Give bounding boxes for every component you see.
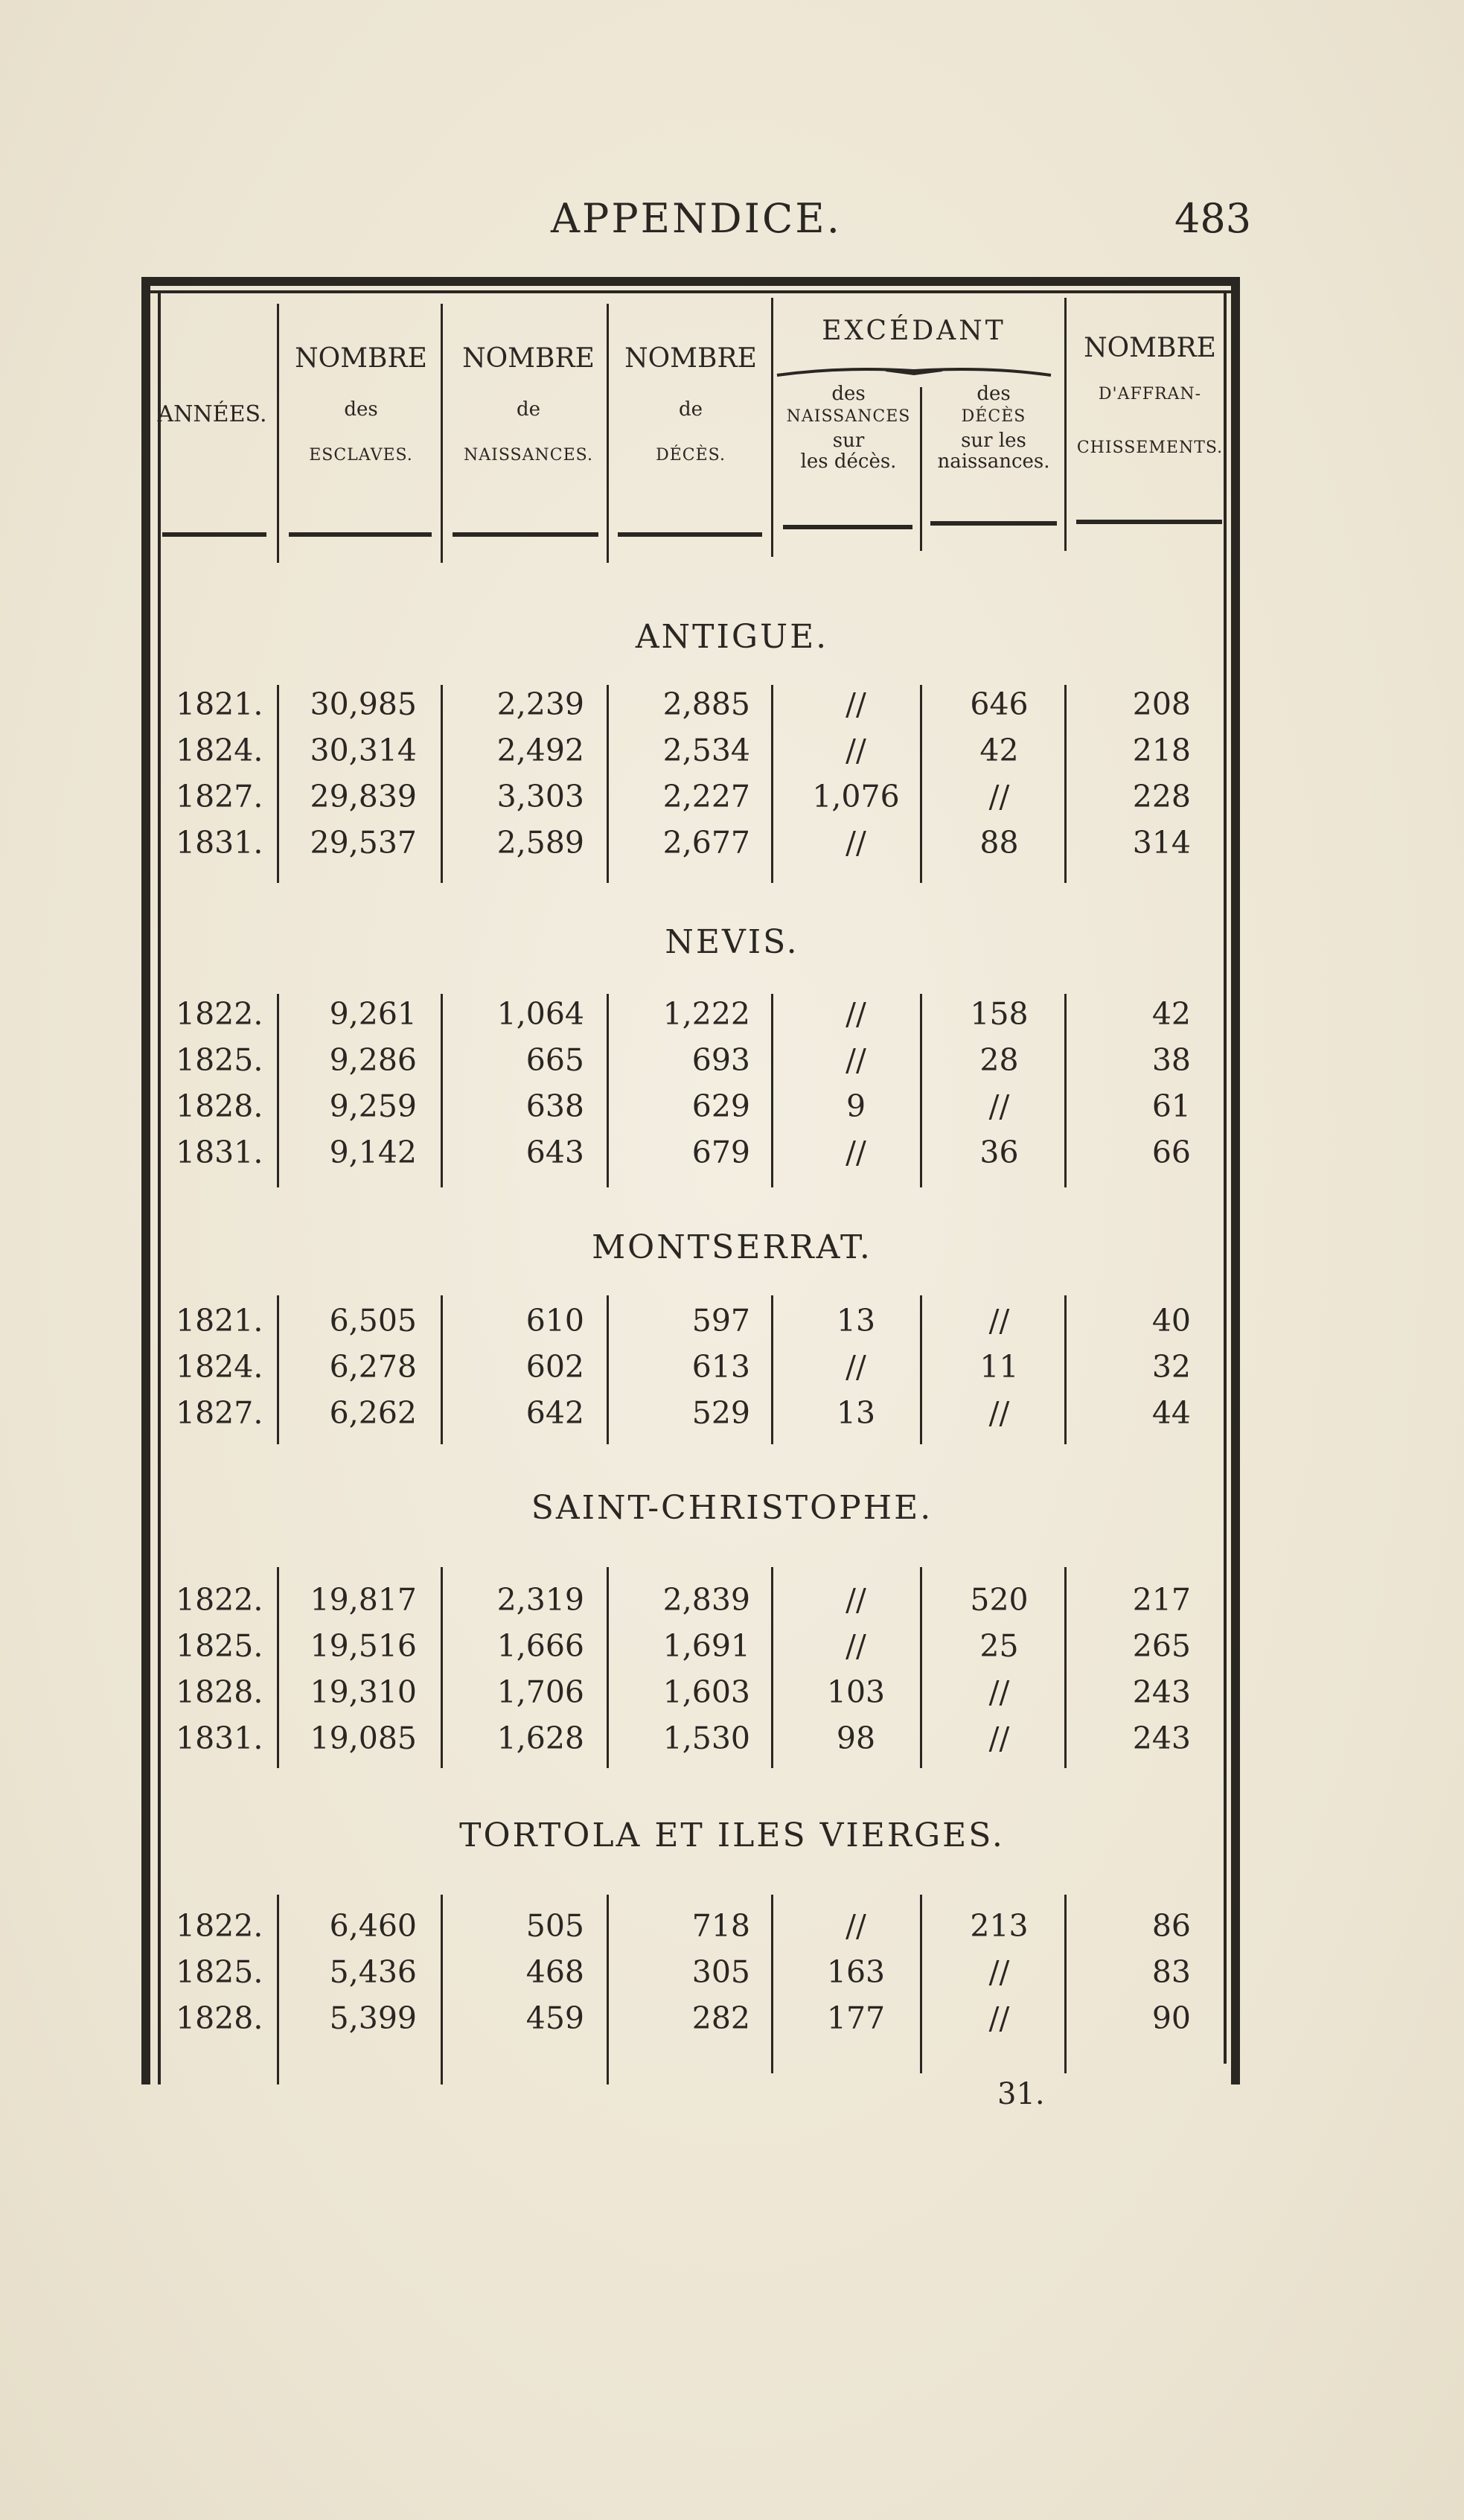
esclaves-cell: 6,505 [329,1303,417,1339]
year-cell: 1828. [176,2000,263,2036]
esclaves-cell: 19,085 [310,1720,417,1756]
esclaves-cell: 9,259 [329,1088,417,1124]
deces-cell: 693 [691,1042,750,1078]
excedant-naissances-cell: // [846,1582,866,1618]
excedant-naissances-cell: // [846,1628,866,1664]
affranchissements-cell: 86 [1151,1908,1191,1944]
header-divider-6 [1064,298,1067,551]
esclaves-cell: 19,817 [310,1582,417,1618]
excedant-deces-cell: 25 [979,1628,1019,1664]
excedant-naissances-cell: // [846,1908,866,1944]
frame-double-rule [141,290,1240,293]
naissances-cell: 1,666 [496,1628,584,1664]
deces-cell: 2,885 [662,686,750,722]
deces-cell: 2,227 [662,779,750,814]
header-excedant-deces: des DÉCÈS sur les naissances. [937,383,1050,473]
affranchissements-cell: 40 [1151,1303,1191,1339]
excedant-naissances-cell: // [846,1042,866,1078]
deces-cell: 1,222 [662,996,750,1032]
naissances-cell: 468 [525,1954,584,1990]
table-row [0,1088,1464,1133]
year-cell: 1821. [176,1303,263,1339]
excedant-deces-cell: 42 [979,733,1019,768]
deces-cell: 2,677 [662,825,750,861]
affranchissements-cell: 38 [1151,1042,1191,1078]
excedant-brace [774,363,1054,378]
year-cell: 1822. [176,996,263,1032]
excedant-deces-cell: 11 [979,1349,1019,1385]
year-cell: 1827. [176,779,263,814]
deces-cell: 2,534 [662,733,750,768]
section-title: SAINT-CHRISTOPHE. [531,1489,933,1527]
naissances-cell: 610 [525,1303,584,1339]
header-deces: NOMBRE de DÉCÈS. [624,343,757,465]
naissances-cell: 505 [525,1908,584,1944]
affranchissements-cell: 44 [1151,1395,1191,1431]
naissances-cell: 2,239 [496,686,584,722]
header-rule [289,532,432,537]
naissances-cell: 642 [525,1395,584,1431]
header-rule [930,521,1057,526]
year-cell: 1831. [176,1720,263,1756]
deces-cell: 282 [691,2000,750,2036]
page-number: 483 [1174,195,1252,242]
table-frame [141,277,1240,2084]
excedant-naissances-cell: 13 [836,1395,876,1431]
table-row [0,1395,1464,1440]
header-rule [162,532,266,537]
excedant-naissances-cell: 1,076 [812,779,900,814]
affranchissements-cell: 61 [1151,1088,1191,1124]
table-row [0,1908,1464,1953]
deces-cell: 613 [691,1349,750,1385]
signature-mark: 31. [997,2077,1045,2111]
affranchissements-cell: 208 [1132,686,1191,722]
esclaves-cell: 6,460 [329,1908,417,1944]
excedant-deces-cell: 28 [979,1042,1019,1078]
table-row [0,1582,1464,1627]
excedant-deces-cell: // [988,1720,1010,1756]
table-row [0,686,1464,731]
excedant-deces-cell: 646 [970,686,1029,722]
esclaves-cell: 30,985 [310,686,417,722]
esclaves-cell: 9,142 [329,1135,417,1170]
esclaves-cell: 9,261 [329,996,417,1032]
naissances-cell: 2,319 [496,1582,584,1618]
header-rule [618,532,762,537]
esclaves-cell: 19,516 [310,1628,417,1664]
running-head [0,195,1464,255]
excedant-deces-cell: 213 [970,1908,1029,1944]
excedant-deces-cell: // [988,779,1010,814]
naissances-cell: 459 [525,2000,584,2036]
table-row [0,996,1464,1041]
deces-cell: 529 [691,1395,750,1431]
section-title: TORTOLA ET ILES VIERGES. [459,1816,1005,1854]
section-title: NEVIS. [665,923,799,961]
table-row [0,825,1464,870]
excedant-naissances-cell: 9 [846,1088,866,1124]
naissances-cell: 2,589 [496,825,584,861]
deces-cell: 1,691 [662,1628,750,1664]
affranchissements-cell: 90 [1151,2000,1191,2036]
affranchissements-cell: 217 [1132,1582,1191,1618]
deces-cell: 305 [691,1954,750,1990]
naissances-cell: 1,706 [496,1674,584,1710]
deces-cell: 679 [691,1135,750,1170]
affranchissements-cell: 32 [1151,1349,1191,1385]
esclaves-cell: 29,839 [310,779,417,814]
deces-cell: 718 [691,1908,750,1944]
affranchissements-cell: 42 [1151,996,1191,1032]
excedant-deces-cell: 36 [979,1135,1019,1170]
header-annees: ANNÉES. [157,401,267,427]
naissances-cell: 2,492 [496,733,584,768]
year-cell: 1828. [176,1088,263,1124]
year-cell: 1828. [176,1674,263,1710]
running-head-title: APPENDICE. [551,195,842,242]
year-cell: 1831. [176,1135,263,1170]
year-cell: 1821. [176,686,263,722]
header-esclaves: NOMBRE des ESCLAVES. [295,343,427,465]
esclaves-cell: 19,310 [310,1674,417,1710]
table-row [0,1303,1464,1347]
excedant-naissances-cell: // [846,733,866,768]
header-naissances: NOMBRE de NAISSANCES. [462,343,595,465]
affranchissements-cell: 265 [1132,1628,1191,1664]
excedant-naissances-cell: // [846,996,866,1032]
deces-cell: 1,530 [662,1720,750,1756]
esclaves-cell: 29,537 [310,825,417,861]
year-cell: 1825. [176,1628,263,1664]
table-row [0,1628,1464,1673]
year-cell: 1824. [176,733,263,768]
affranchissements-cell: 314 [1132,825,1191,861]
naissances-cell: 1,628 [496,1720,584,1756]
header-rule [783,525,912,529]
table-row [0,1674,1464,1719]
year-cell: 1822. [176,1582,263,1618]
affranchissements-cell: 83 [1151,1954,1191,1990]
naissances-cell: 1,064 [496,996,584,1032]
table-row [0,1135,1464,1179]
excedant-deces-cell: // [988,1954,1010,1990]
esclaves-cell: 6,278 [329,1349,417,1385]
excedant-deces-cell: 520 [970,1582,1029,1618]
esclaves-cell: 5,436 [329,1954,417,1990]
table-row [0,1042,1464,1087]
header-excedant-naissances: des NAISSANCES sur les décès. [786,383,911,473]
excedant-deces-cell: // [988,1303,1010,1339]
table-row [0,733,1464,777]
esclaves-cell: 9,286 [329,1042,417,1078]
header-divider-4 [771,298,773,557]
naissances-cell: 3,303 [496,779,584,814]
excedant-naissances-cell: 13 [836,1303,876,1339]
excedant-naissances-cell: // [846,825,866,861]
header-excedant: EXCÉDANT [822,316,1006,346]
affranchissements-cell: 243 [1132,1720,1191,1756]
excedant-deces-cell: 88 [979,825,1019,861]
deces-cell: 2,839 [662,1582,750,1618]
header-divider-5 [920,387,922,551]
section-title: ANTIGUE. [635,618,829,656]
affranchissements-cell: 243 [1132,1674,1191,1710]
affranchissements-cell: 66 [1151,1135,1191,1170]
frame-inner-left-rule [158,292,161,2084]
naissances-cell: 665 [525,1042,584,1078]
deces-cell: 1,603 [662,1674,750,1710]
excedant-naissances-cell: 103 [826,1674,886,1710]
naissances-cell: 602 [525,1349,584,1385]
excedant-deces-cell: // [988,1088,1010,1124]
naissances-cell: 643 [525,1135,584,1170]
year-cell: 1827. [176,1395,263,1431]
section-title: MONTSERRAT. [592,1228,872,1266]
header-divider-2 [441,304,443,563]
excedant-deces-cell: 158 [970,996,1029,1032]
esclaves-cell: 30,314 [310,733,417,768]
table-row [0,1954,1464,1999]
excedant-naissances-cell: 98 [836,1720,876,1756]
header-affranchissements: NOMBRE D'AFFRAN- CHISSEMENTS. [1076,333,1224,457]
esclaves-cell: 5,399 [329,2000,417,2036]
excedant-naissances-cell: // [846,1349,866,1385]
excedant-deces-cell: // [988,2000,1010,2036]
table-row [0,1349,1464,1394]
affranchissements-cell: 228 [1132,779,1191,814]
header-divider-3 [607,304,609,563]
table-row [0,2000,1464,2045]
excedant-deces-cell: // [988,1395,1010,1431]
table-row [0,1720,1464,1765]
year-cell: 1822. [176,1908,263,1944]
excedant-deces-cell: // [988,1674,1010,1710]
excedant-naissances-cell: // [846,1135,866,1170]
deces-cell: 597 [691,1303,750,1339]
year-cell: 1825. [176,1042,263,1078]
year-cell: 1831. [176,825,263,861]
deces-cell: 629 [691,1088,750,1124]
affranchissements-cell: 218 [1132,733,1191,768]
table-row [0,779,1464,823]
year-cell: 1825. [176,1954,263,1990]
excedant-naissances-cell: 177 [826,2000,886,2036]
esclaves-cell: 6,262 [329,1395,417,1431]
excedant-naissances-cell: 163 [826,1954,886,1990]
excedant-naissances-cell: // [846,686,866,722]
naissances-cell: 638 [525,1088,584,1124]
header-divider-1 [277,304,279,563]
header-rule [1076,520,1222,524]
header-rule [453,532,598,537]
year-cell: 1824. [176,1349,263,1385]
